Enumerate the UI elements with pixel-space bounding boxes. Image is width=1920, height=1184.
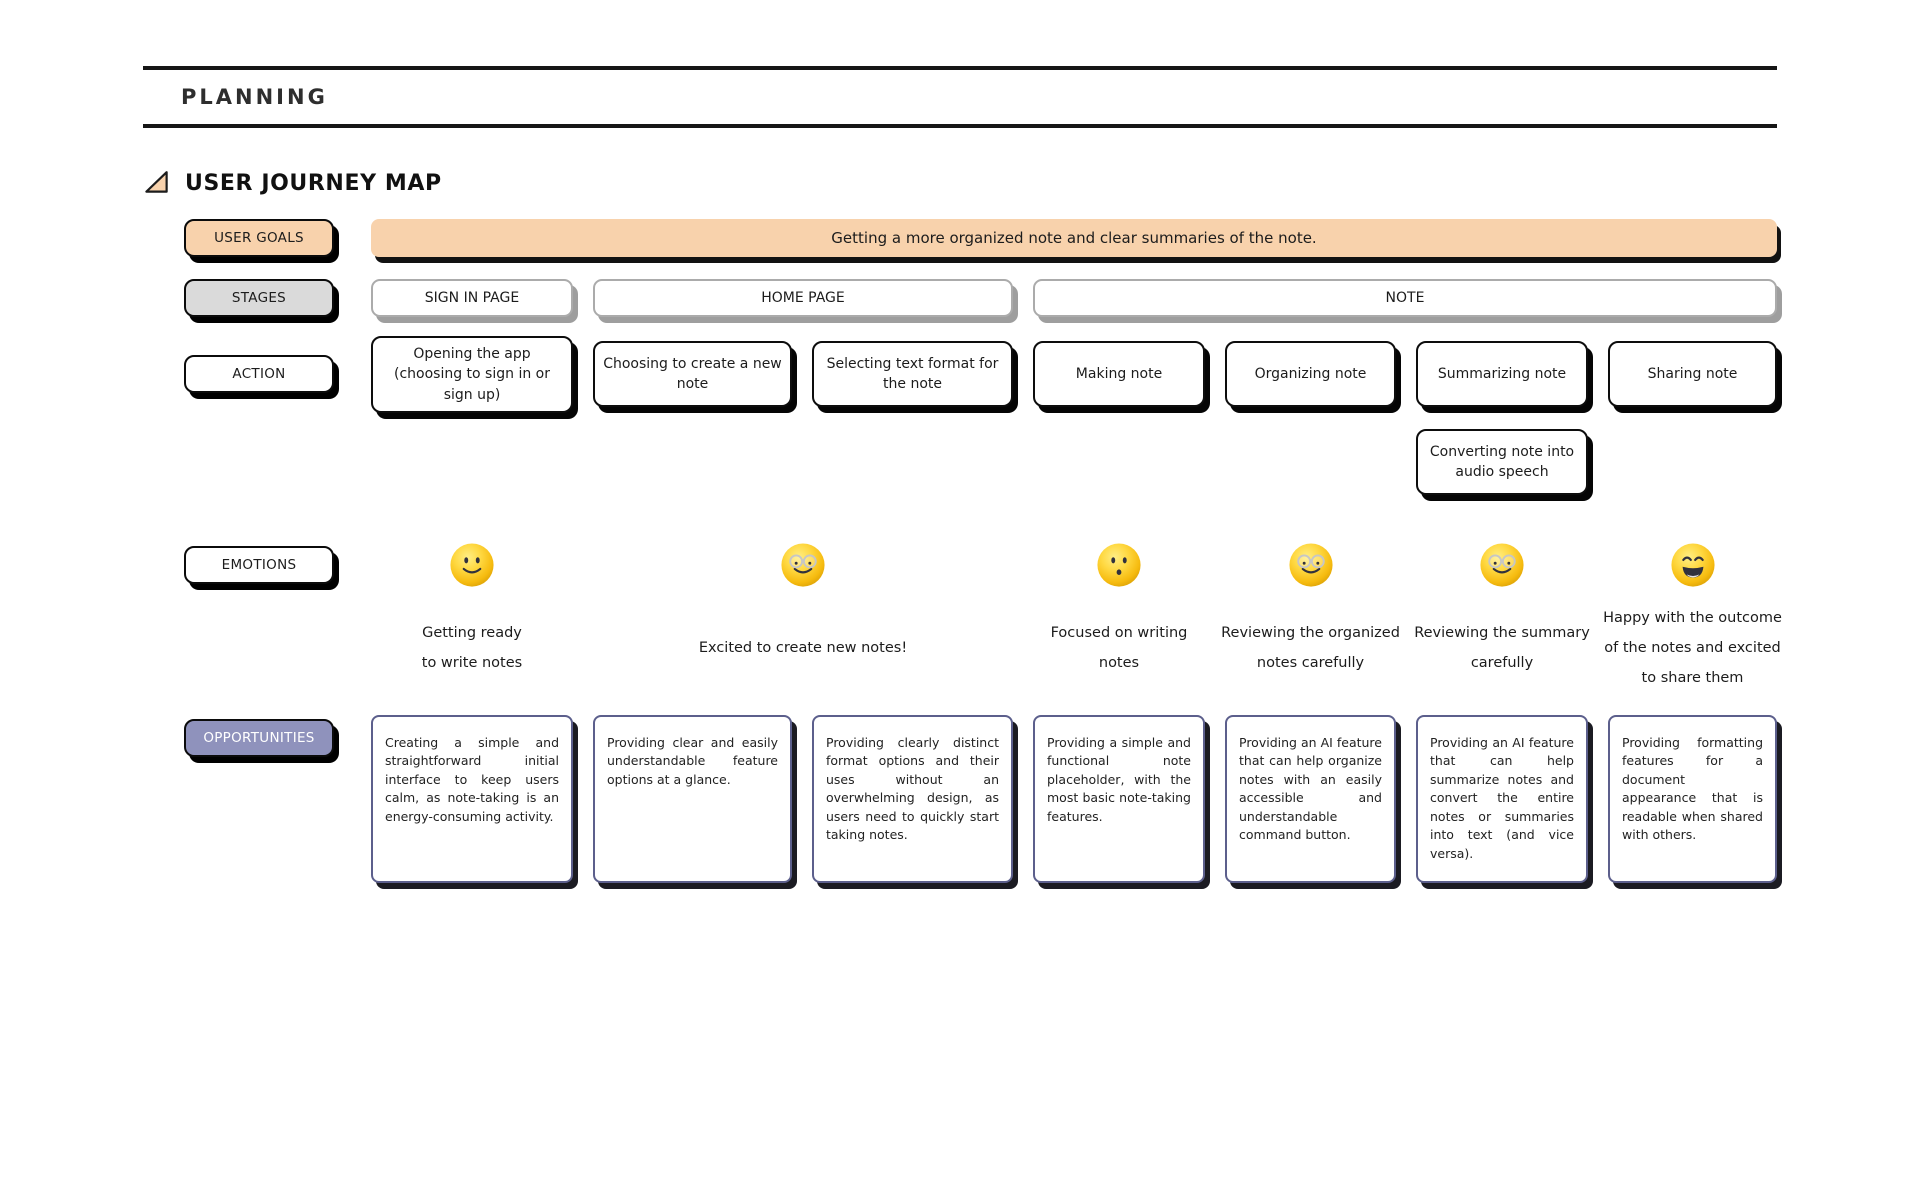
map-title: USER JOURNEY MAP [185,170,442,196]
stage-box-home[interactable] [593,279,1013,317]
emotion-caption-line: Reviewing the organized [1221,624,1400,641]
user-goal-box[interactable] [371,219,1777,257]
action-row [184,336,1777,413]
emotion-caption [1221,600,1400,696]
opportunity-card[interactable] [1608,715,1777,883]
emotion-caption-line: to share them [1641,669,1744,686]
user-goal-text: Getting a more organized note and clear summaries of the note. [831,229,1317,247]
emotion-caption-line: notes [1098,654,1140,671]
action-box-converting[interactable] [1416,429,1588,495]
emotion-cell[interactable] [1603,542,1782,696]
action-text: Organizing note [1254,366,1367,383]
emotion-cell[interactable] [593,542,1013,696]
stage-box-sign-in[interactable] [371,279,573,317]
emotion-caption [1051,600,1188,696]
map-title-row [143,168,1777,198]
action-box[interactable] [812,341,1013,407]
action-box[interactable] [1225,341,1396,407]
emotion-caption-line: Focused on writing [1050,624,1188,641]
row-label-emotions[interactable] [184,546,334,584]
emotion-caption [699,600,907,696]
emotion-caption-line: of the notes and excited [1604,639,1781,656]
stage-text: HOME PAGE [761,290,845,306]
action-box[interactable] [593,341,792,407]
journey-map-canvas [143,66,1782,883]
action-text: Selecting text format for the note [826,356,999,393]
emotion-caption [422,600,522,696]
opportunity-card[interactable] [1225,715,1396,883]
row-label-text: STAGES [231,290,287,306]
row-label-opportunities[interactable] [184,719,334,757]
opportunity-text: Providing an AI feature that can help organize notes with an easily accessible and understandable command button. [1239,734,1382,843]
opportunity-card[interactable] [1416,715,1588,883]
stage-box-note[interactable] [1033,279,1777,317]
action-text: Converting note into audio speech [1429,443,1575,480]
emotion-caption-line: to write notes [421,654,523,671]
opportunities-row [184,715,1777,883]
row-label-action[interactable] [184,355,334,393]
opportunity-text: Creating a simple and straightforward initial interface to keep users calm, as note-taking is an energy-consuming activity. [385,734,559,824]
emotions-row [184,542,1782,696]
user-goals-row [184,219,1777,257]
opportunity-text: Providing an AI feature that can help summarize notes and convert the entire notes or summaries into text (and vice versa). [1430,734,1574,861]
row-label-text: EMOTIONS [221,556,297,573]
opportunity-text: Providing a simple and functional note placeholder, with the most basic note-taking features. [1047,734,1191,824]
emotion-cell[interactable] [1416,542,1588,696]
action-text: Making note [1075,366,1163,383]
emotion-caption-line: Reviewing the summary [1414,624,1590,641]
emotion-cell[interactable] [1033,542,1205,696]
slightly-smiling-emoji-icon [449,542,495,588]
emotion-caption-line: Happy with the outcome [1603,609,1782,626]
action-text: Summarizing note [1437,366,1567,383]
emotion-caption [1414,600,1590,696]
opportunity-text: Providing clear and easily understandable feature options at a glance. [607,734,778,787]
smiling-glasses-emoji-icon [1288,542,1334,588]
emotion-caption-line: Getting ready [422,624,522,641]
emotion-caption-line: notes carefully [1256,654,1365,671]
planning-header [143,66,1777,128]
stages-row [184,279,1777,317]
emotion-caption [1603,600,1782,696]
row-label-user-goals[interactable] [184,219,334,257]
opportunity-card[interactable] [371,715,573,883]
smiling-glasses-emoji-icon [780,542,826,588]
row-label-text: OPPORTUNITIES [203,729,315,746]
emotion-cell[interactable] [371,542,573,696]
stage-text: NOTE [1385,290,1425,306]
action-box[interactable] [1608,341,1777,407]
action-box[interactable] [1416,341,1588,407]
opportunity-card[interactable] [1033,715,1205,883]
action-text: Opening the app (choosing to sign in or sign up) [394,346,550,403]
grinning-emoji-icon [1670,542,1716,588]
action-box[interactable] [371,336,573,413]
emotion-caption-line: Excited to create new notes! [698,639,908,656]
section-title: PLANNING [181,85,328,109]
action-text: Sharing note [1647,366,1738,383]
opportunity-card[interactable] [593,715,792,883]
stage-text: SIGN IN PAGE [424,290,520,306]
emotion-cell[interactable] [1221,542,1400,696]
action-text: Choosing to create a new note [603,356,782,393]
action-sub-row [184,429,1777,495]
triangle-icon [143,168,170,199]
emotion-caption-line: carefully [1470,654,1534,671]
opportunity-text: Providing formatting features for a document appearance that is readable when shared with others. [1622,734,1763,843]
focused-open-mouth-emoji-icon [1096,542,1142,588]
smiling-glasses-emoji-icon [1479,542,1525,588]
row-label-text: ACTION [232,366,286,383]
opportunity-text: Providing clearly distinct format options and their uses without an overwhelming design, as users need to quickly start taking notes. [826,734,999,843]
opportunity-card[interactable] [812,715,1013,883]
row-label-stages[interactable] [184,279,334,317]
action-box[interactable] [1033,341,1205,407]
row-label-text: USER GOALS [214,230,304,246]
